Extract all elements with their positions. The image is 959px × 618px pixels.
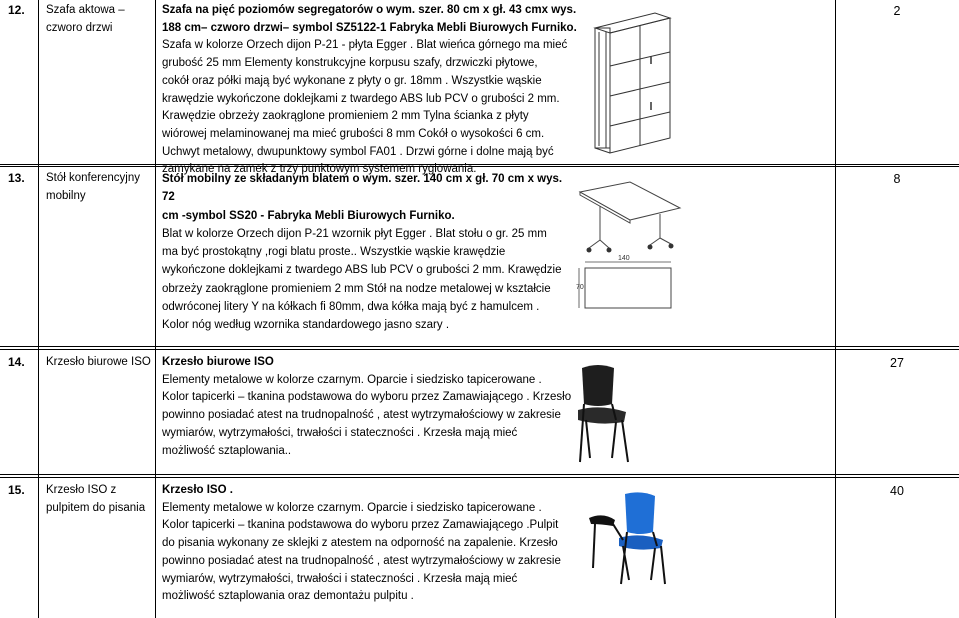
table-illustration — [575, 180, 685, 310]
column-divider — [155, 0, 156, 618]
quantity: 8 — [893, 172, 901, 186]
item-name: Szafa aktowa – czworo drzwi — [46, 4, 125, 34]
row-number: 14. — [8, 355, 25, 369]
row-divider — [0, 474, 959, 475]
item-description: Krzesło biurowe ISO Elementy metalowe w kolorze czarnym. Oparcie i siedzisko tapicerowane . Kolor tapicerki – tkanina podstawowa do wyboru przez Zamawiającego . Krzesło powinno posiadać atest na trudnopalność , atest wytrzymałościowy w zakresie wymiarów, wytrzymałości, trwałości i stateczności . Krzesła mają mieć możliwość sztaplowania.. — [162, 356, 572, 457]
column-divider — [835, 0, 836, 618]
dimension-width-label: 140 — [618, 255, 630, 262]
row-number: 12. — [8, 3, 25, 17]
row-divider — [0, 349, 959, 350]
item-description: Krzesło ISO . Elementy metalowe w kolorze czarnym. Oparcie i siedzisko tapicerowane . Kolor tapicerki – tkanina podstawowa do wyboru przez Zamawiającego .Pulpit do pisania wykonany ze sklejki z atestem na odporność na zapalenie. Krzesło powinno posiadać atest na trudnopalność , atest wytrzymałościowy w zakresie wymiarów, wytrzymałości, trwałości i stateczności . Krzesła mają mieć możliwość sztaplowania oraz demontażu pulpitu . — [162, 484, 561, 603]
quantity: 2 — [893, 4, 901, 18]
item-name: Krzesło biurowe ISO — [46, 356, 151, 368]
item-name: Stół konferencyjny mobilny — [46, 172, 140, 202]
column-divider — [38, 0, 39, 618]
cabinet-illustration — [585, 8, 675, 158]
row-number: 13. — [8, 171, 25, 185]
row-divider — [0, 477, 959, 478]
dimension-depth-label: 70 — [576, 284, 584, 291]
quantity: 27 — [890, 356, 904, 370]
item-description: Szafa na pięć poziomów segregatorów o wym. szer. 80 cm x gł. 43 cmx wys. 188 cm– czworo drzwi– symbol SZ5122-1 Fabryka Mebli Biurowych Furniko. Szafa w kolorze Orzech dijon P-21 - płyta Egger . Blat wieńca górnego ma mieć grubość 25 mm Elementy konstrukcyjne korpusu szafy, drzwiczki płytowe, cokół oraz półki mają być wykonane z płyty o gr. 18mm . Wszystkie wąskie krawędzie wykończone doklejkami z twardego ABS lub PCV o grubości 2 mm. Krawędzie obrzeży zaokrąglone promieniem 2 mm Tylna ścianka z płyty wiórowej melaminowanej ma mieć grubości 8 mm Cokół o wysokości 6 cm. Uchwyt metalowy, dwupunktowy symbol FA01 . Drzwi górne i dolne mają być zamykane na zamek z trzy punktowym systemem ryglowania. — [162, 4, 577, 176]
row-number: 15. — [8, 483, 25, 497]
row-divider — [0, 346, 959, 347]
quantity: 40 — [890, 484, 904, 498]
blue-chair-with-tablet-illustration — [585, 488, 667, 588]
black-chair-illustration — [568, 362, 638, 467]
item-name: Krzesło ISO z pulpitem do pisania — [46, 484, 146, 514]
item-description: Stół mobilny ze składanym blatem o wym. szer. 140 cm x gł. 70 cm x wys. 72 cm -symbol SS20 - Fabryka Mebli Biurowych Furniko. Blat w kolorze Orzech dijon P-21 wzornik płyt Egger . Blat stołu o gr. 25 mm ma być prostokątny ,rogi blatu proste.. Wszystkie wąskie krawędzie wykończone doklejkami z twardego ABS lub PCV o grubości 2 mm. Krawędzie obrzeży zaokrąglone promieniem 2 mm Stół na nodze metalowej w kształcie odwróconej litery Y na kółkach fi 80mm, dwa kółka mają być z hamulcem . Kolor nóg według wzornika standardowego jasno szary . — [162, 173, 563, 332]
